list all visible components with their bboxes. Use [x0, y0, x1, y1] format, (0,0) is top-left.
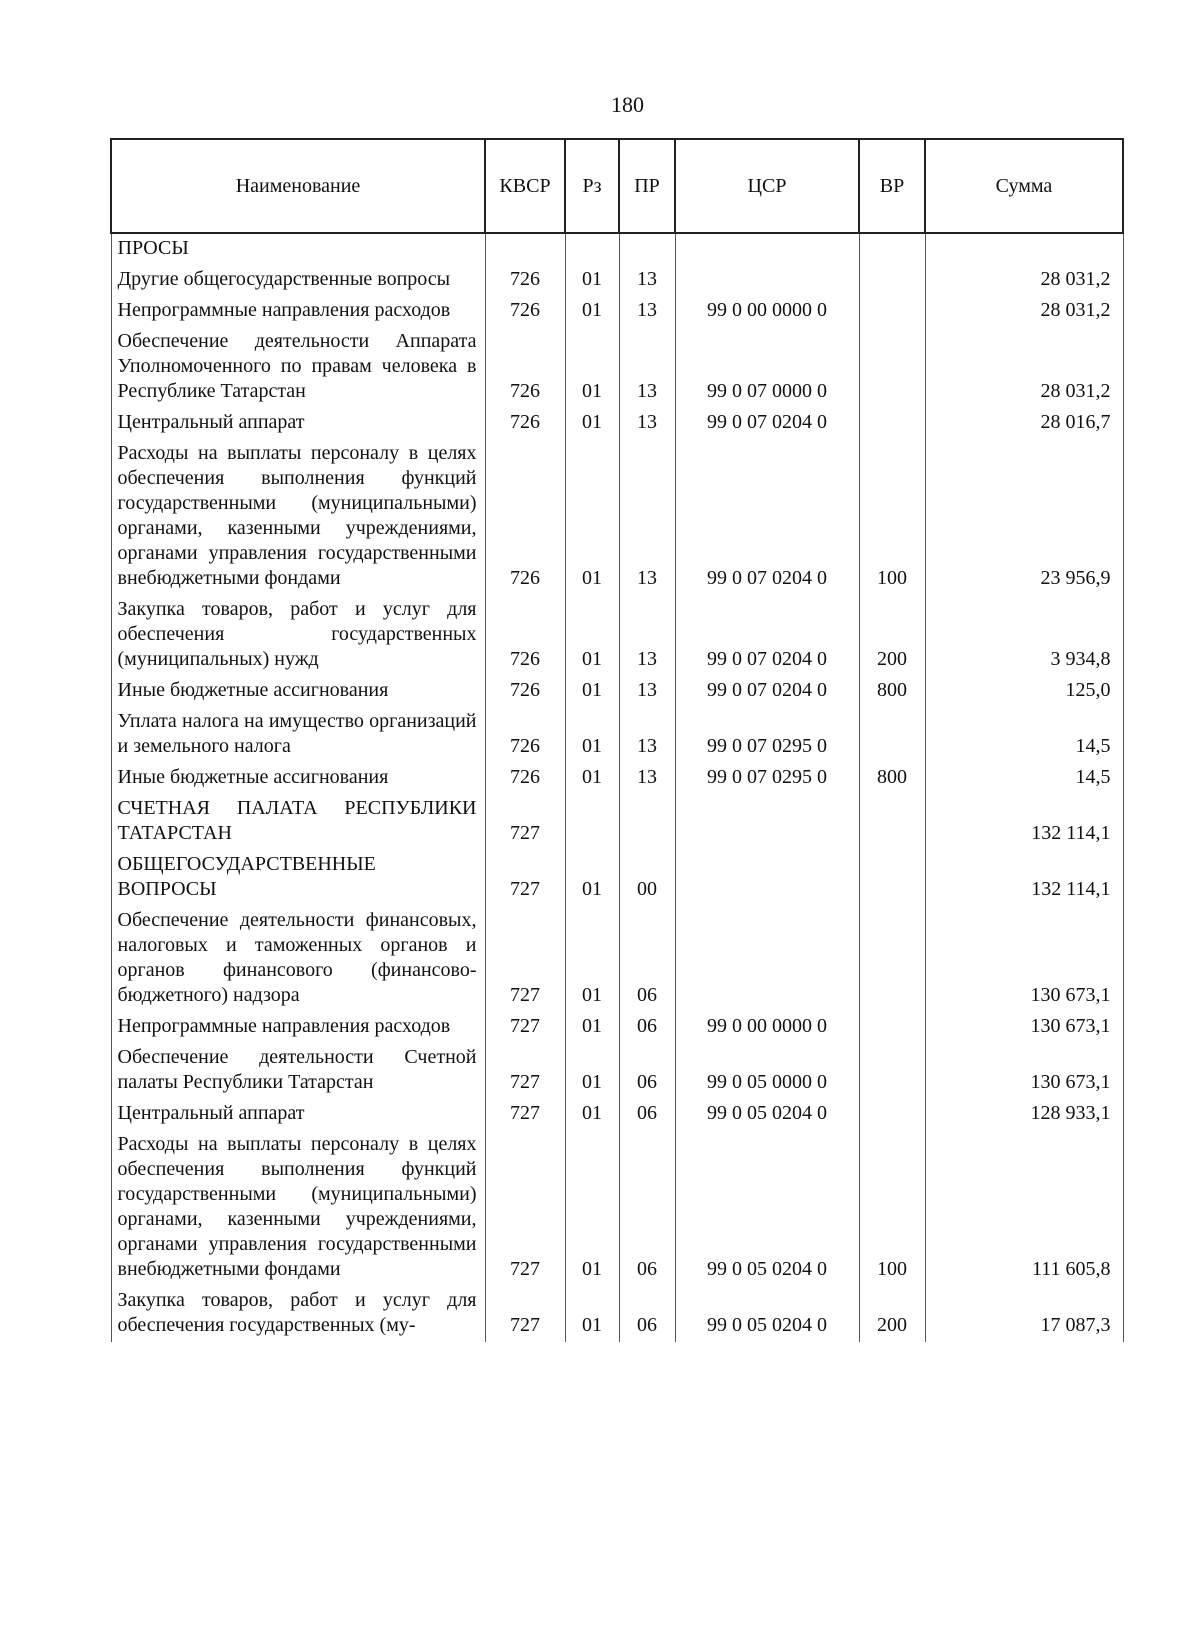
- row-pr: 00: [619, 850, 675, 906]
- row-name: Другие общегосударственные вопросы: [111, 265, 485, 296]
- row-csr: [675, 850, 859, 906]
- row-csr: 99 0 07 0295 0: [675, 707, 859, 763]
- row-pr: 13: [619, 296, 675, 327]
- table-header: [111, 139, 1123, 233]
- table-row: [111, 265, 1123, 296]
- row-pr: 13: [619, 265, 675, 296]
- row-vr: 800: [859, 676, 925, 707]
- row-rz: 01: [565, 296, 619, 327]
- row-pr: [619, 794, 675, 850]
- row-vr: 100: [859, 439, 925, 595]
- table-row: [111, 1099, 1123, 1130]
- row-vr: [859, 327, 925, 408]
- row-sum: 132 114,1: [925, 850, 1123, 906]
- row-pr: 06: [619, 1286, 675, 1342]
- row-kvsr: [485, 233, 565, 265]
- row-rz: 01: [565, 763, 619, 794]
- row-pr: 13: [619, 439, 675, 595]
- row-csr: 99 0 07 0000 0: [675, 327, 859, 408]
- row-kvsr: 726: [485, 265, 565, 296]
- row-sum: 111 605,8: [925, 1130, 1123, 1286]
- table-row: [111, 1286, 1123, 1342]
- row-csr: 99 0 00 0000 0: [675, 296, 859, 327]
- row-rz: 01: [565, 1043, 619, 1099]
- row-vr: [859, 265, 925, 296]
- table-row: [111, 794, 1123, 850]
- row-sum: 130 673,1: [925, 1012, 1123, 1043]
- row-name: Центральный аппарат: [111, 408, 485, 439]
- row-rz: [565, 233, 619, 265]
- row-pr: 13: [619, 595, 675, 676]
- row-sum: [925, 233, 1123, 265]
- row-name: Расходы на выплаты персоналу в целях обеспечения выполнения функций государственными (муниципальными) органами, казенными учреждениями, органами управления государственными внебюджетными фондами: [111, 439, 485, 595]
- row-rz: 01: [565, 676, 619, 707]
- row-sum: 17 087,3: [925, 1286, 1123, 1342]
- row-name: Иные бюджетные ассигнования: [111, 676, 485, 707]
- row-sum: 128 933,1: [925, 1099, 1123, 1130]
- row-csr: 99 0 07 0295 0: [675, 763, 859, 794]
- row-rz: 01: [565, 327, 619, 408]
- row-vr: 200: [859, 595, 925, 676]
- header-vr: ВР: [859, 139, 925, 233]
- row-rz: 01: [565, 408, 619, 439]
- row-name: СЧЕТНАЯ ПАЛАТА РЕСПУБЛИКИ ТАТАРСТАН: [111, 794, 485, 850]
- row-csr: 99 0 07 0204 0: [675, 676, 859, 707]
- row-name: Центральный аппарат: [111, 1099, 485, 1130]
- row-name: Закупка товаров, работ и услуг для обеспечения государственных (му-: [111, 1286, 485, 1342]
- row-sum: 14,5: [925, 707, 1123, 763]
- row-sum: 28 031,2: [925, 296, 1123, 327]
- row-kvsr: 727: [485, 1286, 565, 1342]
- table-body: [111, 233, 1123, 1342]
- table-row: [111, 439, 1123, 595]
- row-csr: 99 0 05 0204 0: [675, 1130, 859, 1286]
- row-vr: [859, 707, 925, 763]
- row-csr: 99 0 05 0204 0: [675, 1099, 859, 1130]
- row-csr: [675, 265, 859, 296]
- row-vr: 800: [859, 763, 925, 794]
- row-kvsr: 726: [485, 763, 565, 794]
- row-rz: 01: [565, 265, 619, 296]
- row-vr: [859, 1012, 925, 1043]
- row-pr: 13: [619, 408, 675, 439]
- row-csr: [675, 906, 859, 1012]
- row-csr: 99 0 07 0204 0: [675, 595, 859, 676]
- row-kvsr: 727: [485, 906, 565, 1012]
- row-kvsr: 726: [485, 595, 565, 676]
- row-sum: 132 114,1: [925, 794, 1123, 850]
- table-row: [111, 906, 1123, 1012]
- row-name: Обеспечение деятельности финансовых, налоговых и таможенных органов и органов финансового (финансово-бюджетного) надзора: [111, 906, 485, 1012]
- row-name: Расходы на выплаты персоналу в целях обеспечения выполнения функций государственными (муниципальными) органами, казенными учреждениями, органами управления государственными внебюджетными фондами: [111, 1130, 485, 1286]
- row-pr: 06: [619, 1099, 675, 1130]
- row-pr: 13: [619, 763, 675, 794]
- row-kvsr: 727: [485, 794, 565, 850]
- row-name: Иные бюджетные ассигнования: [111, 763, 485, 794]
- row-vr: [859, 296, 925, 327]
- page-number: 180: [611, 92, 644, 117]
- row-rz: 01: [565, 1099, 619, 1130]
- table-row: [111, 327, 1123, 408]
- row-name: ОБЩЕГОСУДАРСТВЕННЫЕ ВОПРОСЫ: [111, 850, 485, 906]
- row-rz: 01: [565, 1286, 619, 1342]
- row-sum: 130 673,1: [925, 906, 1123, 1012]
- row-vr: 100: [859, 1130, 925, 1286]
- row-name: Закупка товаров, работ и услуг для обеспечения государственных (муниципальных) нужд: [111, 595, 485, 676]
- row-kvsr: 727: [485, 1012, 565, 1043]
- row-sum: 23 956,9: [925, 439, 1123, 595]
- row-csr: 99 0 05 0204 0: [675, 1286, 859, 1342]
- table-row: [111, 676, 1123, 707]
- row-kvsr: 726: [485, 707, 565, 763]
- row-sum: 14,5: [925, 763, 1123, 794]
- table-row: [111, 595, 1123, 676]
- row-kvsr: 727: [485, 1043, 565, 1099]
- row-vr: [859, 850, 925, 906]
- row-csr: 99 0 00 0000 0: [675, 1012, 859, 1043]
- row-csr: 99 0 07 0204 0: [675, 439, 859, 595]
- row-kvsr: 726: [485, 327, 565, 408]
- row-sum: 28 031,2: [925, 327, 1123, 408]
- table-row: [111, 1043, 1123, 1099]
- row-sum: 28 031,2: [925, 265, 1123, 296]
- row-name: Обеспечение деятельности Аппарата Уполномоченного по правам человека в Республике Татарстан: [111, 327, 485, 408]
- row-kvsr: 727: [485, 1099, 565, 1130]
- row-pr: [619, 233, 675, 265]
- row-kvsr: 726: [485, 676, 565, 707]
- table-row: [111, 763, 1123, 794]
- row-rz: 01: [565, 439, 619, 595]
- row-kvsr: 726: [485, 439, 565, 595]
- row-pr: 13: [619, 676, 675, 707]
- row-pr: 06: [619, 1130, 675, 1286]
- row-vr: [859, 906, 925, 1012]
- row-rz: [565, 794, 619, 850]
- table-row: [111, 233, 1123, 265]
- header-csr: ЦСР: [675, 139, 859, 233]
- table-row: [111, 408, 1123, 439]
- header-rz: Рз: [565, 139, 619, 233]
- row-vr: [859, 408, 925, 439]
- row-name: Уплата налога на имущество организаций и земельного налога: [111, 707, 485, 763]
- header-name: Наименование: [111, 139, 485, 233]
- row-vr: [859, 794, 925, 850]
- row-rz: 01: [565, 906, 619, 1012]
- row-pr: 13: [619, 707, 675, 763]
- row-pr: 06: [619, 906, 675, 1012]
- row-csr: [675, 233, 859, 265]
- row-name: Непрограммные направления расходов: [111, 296, 485, 327]
- row-kvsr: 727: [485, 1130, 565, 1286]
- row-sum: 28 016,7: [925, 408, 1123, 439]
- row-pr: 06: [619, 1012, 675, 1043]
- header-sum: Сумма: [925, 139, 1123, 233]
- row-rz: 01: [565, 1130, 619, 1286]
- row-kvsr: 726: [485, 296, 565, 327]
- row-rz: 01: [565, 850, 619, 906]
- row-vr: [859, 1043, 925, 1099]
- row-kvsr: 727: [485, 850, 565, 906]
- row-csr: 99 0 05 0000 0: [675, 1043, 859, 1099]
- row-pr: 13: [619, 327, 675, 408]
- row-sum: 3 934,8: [925, 595, 1123, 676]
- header-pr: ПР: [619, 139, 675, 233]
- budget-table: [110, 138, 1124, 1342]
- header-row: [111, 139, 1123, 233]
- row-vr: [859, 233, 925, 265]
- row-csr: [675, 794, 859, 850]
- header-kvsr: КВСР: [485, 139, 565, 233]
- row-pr: 06: [619, 1043, 675, 1099]
- table-row: [111, 1012, 1123, 1043]
- row-rz: 01: [565, 707, 619, 763]
- table-row: [111, 296, 1123, 327]
- row-name: Непрограммные направления расходов: [111, 1012, 485, 1043]
- table-row: [111, 707, 1123, 763]
- row-sum: 130 673,1: [925, 1043, 1123, 1099]
- row-vr: 200: [859, 1286, 925, 1342]
- row-csr: 99 0 07 0204 0: [675, 408, 859, 439]
- row-vr: [859, 1099, 925, 1130]
- row-name: Обеспечение деятельности Счетной палаты Республики Татарстан: [111, 1043, 485, 1099]
- row-rz: 01: [565, 595, 619, 676]
- table-row: [111, 850, 1123, 906]
- row-rz: 01: [565, 1012, 619, 1043]
- table-row: [111, 1130, 1123, 1286]
- row-sum: 125,0: [925, 676, 1123, 707]
- budget-table-wrapper: [110, 138, 1122, 1342]
- row-name: ПРОСЫ: [111, 233, 485, 265]
- row-kvsr: 726: [485, 408, 565, 439]
